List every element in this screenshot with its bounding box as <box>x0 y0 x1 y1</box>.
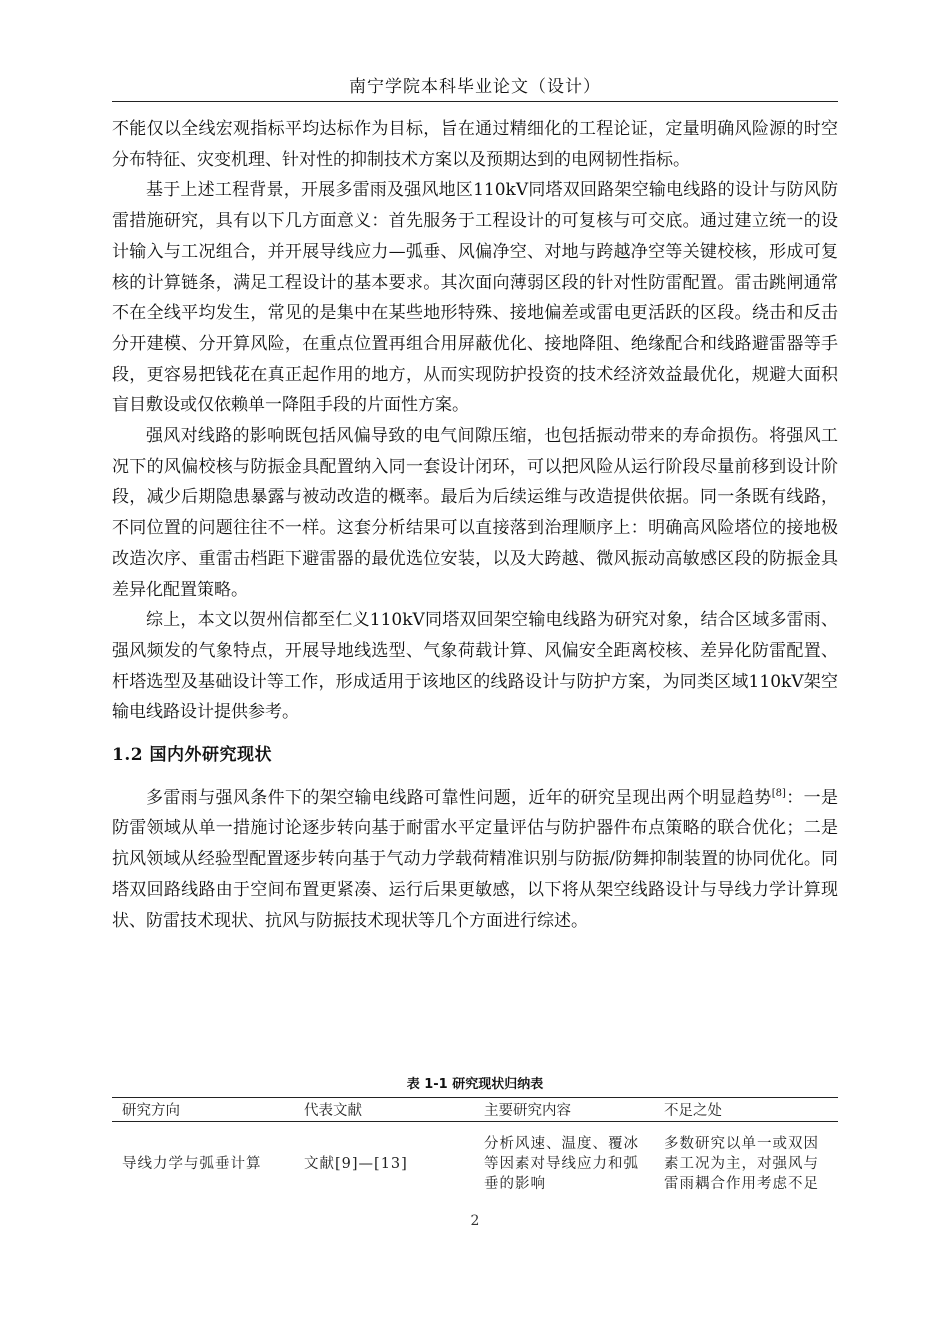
table-cell: 多数研究以单一或双因素工况为主，对强风与雷雨耦合作用考虑不足 <box>664 1136 819 1192</box>
table-cell: 分析风速、温度、覆冰等因素对导线应力和弧垂的影响 <box>484 1136 639 1192</box>
table-caption: 表 1-1 研究现状归纳表 <box>406 1077 544 1092</box>
table-cell: 导线力学与弧垂计算 <box>122 1156 262 1172</box>
table-header-cell: 主要研究内容 <box>474 1098 654 1122</box>
running-header: 南宁学院本科毕业论文（设计） <box>349 77 601 97</box>
paragraph-5-text-a: 多雷雨与强风条件下的架空输电线路可靠性问题，近年的研究呈现出两个明显趋势 <box>146 787 772 808</box>
table-header-cell: 不足之处 <box>654 1098 838 1122</box>
header-rule <box>112 101 838 102</box>
body-text <box>112 114 838 936</box>
table-cell: 文献[9]—[13] <box>304 1156 408 1172</box>
section-heading: 1.2 国内外研究现状 <box>112 745 272 766</box>
paragraph-4: 综上，本文以贺州信都至仁义110kV同塔双回架空输电线路为研究对象，结合区域多雷雨、强风频发的气象特点，开展导地线选型、气象荷载计算、风偏安全距离校核、差异化防雷配置、杆塔选型及基础设计等工作，形成适用于该地区的线路设计与防护方案，为同类区域110kV架空输电线路设计提供参考。 <box>112 610 838 723</box>
paragraph-2: 基于上述工程背景，开展多雷雨及强风地区110kV同塔双回路架空输电线路的设计与防风防雷措施研究，具有以下几方面意义：首先服务于工程设计的可复核与可交底。通过建立统一的设计输入与工况组合，并开展导线应力—弧垂、风偏净空、对地与跨越净空等关键校核，形成可复核的计算链条，满足工程设计的基本要求。其次面向薄弱区段的针对性防雷配置。雷击跳闸通常不在全线平均发生，常见的是集中在某些地形特殊、接地偏差或雷电更活跃的区段。绕击和反击分开建模、分开算风险，在重点位置再组合用屏蔽优化、接地降阻、绝缘配合和线路避雷器等手段，更容易把钱花在真正起作用的地方，从而实现防护投资的技术经济效益最优化，规避大面积盲目敷设或仅依赖单一降阻手段的片面性方案。 <box>112 180 838 416</box>
table-row <box>112 1122 838 1207</box>
page-number: 2 <box>470 1213 480 1229</box>
paragraph-5 <box>112 783 838 937</box>
research-summary-table <box>112 1097 838 1206</box>
citation-link[interactable]: [8] <box>771 787 786 799</box>
paragraph-3: 强风对线路的影响既包括风偏导致的电气间隙压缩，也包括振动带来的寿命损伤。将强风工况下的风偏校核与防振金具配置纳入同一套设计闭环，可以把风险从运行阶段尽量前移到设计阶段，减少后期隐患暴露与被动改造的概率。最后为后续运维与改造提供依据。同一条既有线路，不同位置的问题往往不一样。这套分析结果可以直接落到治理顺序上：明确高风险塔位的接地极改造次序、重雷击档距下避雷器的最优选位安装，以及大跨越、微风振动高敏感区段的防振金具差异化配置策略。 <box>112 426 838 600</box>
table-header-cell: 代表文献 <box>294 1098 474 1122</box>
table-header-cell: 研究方向 <box>112 1098 294 1122</box>
table-header-row <box>112 1098 838 1122</box>
paragraph-1: 不能仅以全线宏观指标平均达标作为目标，旨在通过精细化的工程论证，定量明确风险源的时空分布特征、灾变机理、针对性的抑制技术方案以及预期达到的电网韧性指标。 <box>112 119 838 170</box>
paragraph-5-text-b: ：一是防雷领域从单一措施讨论逐步转向基于耐雷水平定量评估与防护器件布点策略的联合优化；二是抗风领域从经验型配置逐步转向基于气动力学载荷精准识别与防振/防舞抑制装置的协同优化。同塔双回路线路由于空间布置更紧凑、运行后果更敏感，以下将从架空线路设计与导线力学计算现状、防雷技术现状、抗风与防振技术现状等几个方面进行综述。 <box>112 787 839 931</box>
